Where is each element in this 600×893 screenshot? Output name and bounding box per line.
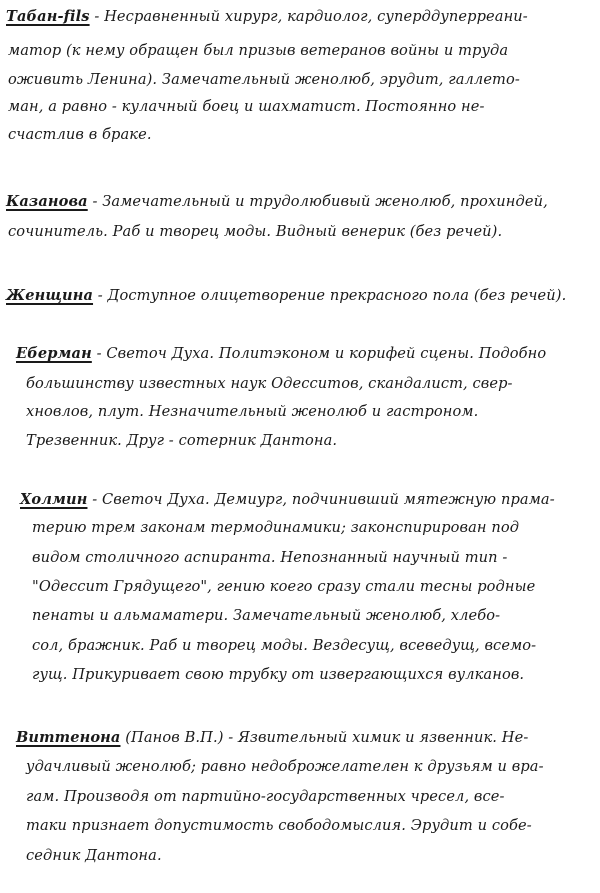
entry-line: таки признает допустимость свободомыслия. Эрудит и собе-	[26, 817, 532, 834]
entry-line: счастлив в браке.	[8, 126, 152, 143]
entry-line: "Одессит Грядущего", гению коего сразу стали тесны родные	[32, 578, 536, 595]
entry-line: Виттенона (Панов В.П.) - Язвительный химик и язвенник. Не-	[16, 729, 529, 746]
entry-line: Табан-fils - Несравненный хирург, кардиолог, суперддуперреани-	[6, 8, 528, 25]
entry-line: видом столичного аспиранта. Непознанный научный тип -	[32, 549, 508, 566]
entry-line: Женщина - Доступное олицетворение прекрасного пола (без речей).	[6, 287, 567, 304]
entry-line: Трезвенник. Друг - сотерник Дантона.	[26, 432, 338, 449]
character-name: Казанова	[6, 193, 88, 210]
entry-line: удачливый женолюб; равно недоброжелателен к друзьям и вра-	[26, 758, 544, 775]
entry-line: сол, бражник. Раб и творец моды. Вездесущ, всеведущ, всемо-	[32, 637, 537, 654]
entry-line: хновлов, плут. Незначительный женолюб и гастроном.	[26, 403, 479, 420]
character-name: Холмин	[20, 491, 88, 508]
entry-line: Казанова - Замечательный и трудолюбивый женолюб, прохиндей,	[6, 193, 548, 210]
character-name: Женщина	[6, 287, 94, 304]
entry-line: гам. Производя от партийно-государственных чресел, все-	[26, 788, 505, 805]
entry-line: пенаты и альмаматери. Замечательный женолюб, хлебо-	[32, 607, 501, 624]
entry-line: ман, а равно - кулачный боец и шахматист. Постоянно не-	[8, 98, 485, 115]
entry-line: гущ. Прикуривает свою трубку от извергающихся вулканов.	[32, 666, 525, 683]
character-name: Еберман	[16, 345, 92, 362]
entry-line: терию трем законам термодинамики; законспирирован под	[32, 519, 520, 536]
entry-line: матор (к нему обращен был призыв ветеранов войны и труда	[8, 42, 509, 59]
entry-line: сочинитель. Раб и творец моды. Видный венерик (без речей).	[8, 223, 503, 240]
entry-line: Холмин - Светоч Духа. Демиург, подчинивший мятежную прама-	[20, 491, 555, 508]
character-name: Виттенона	[16, 729, 121, 746]
entry-line: большинству известных наук Одесситов, скандалист, свер-	[26, 375, 513, 392]
entry-line: оживить Ленина). Замечательный женолюб, эрудит, галлето-	[8, 71, 520, 88]
entry-line: седник Дантона.	[26, 847, 162, 864]
character-name: Табан-fils	[6, 8, 90, 25]
entry-line: Еберман - Светоч Духа. Политэконом и корифей сцены. Подобно	[16, 345, 547, 362]
